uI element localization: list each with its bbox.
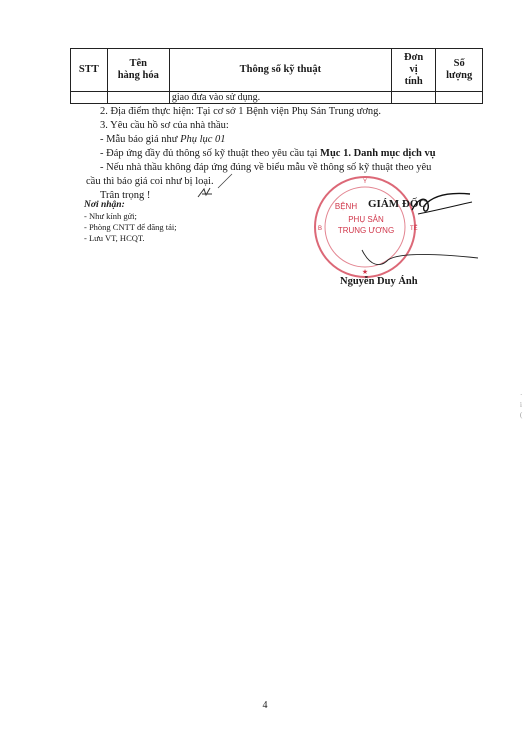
bullet-3-line2: cầu thì báo giá coi như bị loại. — [86, 176, 214, 187]
signature-underline-icon — [360, 246, 480, 268]
seal-line-1: BỆNH — [334, 202, 358, 211]
item-2: 2. Địa điểm thực hiện: Tại cơ sở 1 Bệnh viện Phụ Sản Trung ương. — [100, 106, 381, 117]
header-unit-line2: vị — [409, 64, 418, 75]
item-3: 3. Yêu cầu hồ sơ của nhà thầu: — [100, 120, 229, 131]
header-qty-line2: lượng — [446, 70, 473, 81]
edge-mark: ( — [520, 411, 523, 419]
recipient-item: - Như kính gửi; — [84, 211, 137, 221]
header-unit-line1: Đơn — [404, 52, 424, 63]
bullet-2-section: Mục 1. Danh mục dịch vụ — [320, 148, 436, 159]
header-qty-line1: Số — [453, 58, 465, 69]
recipients-block — [84, 200, 177, 244]
check-stroke-icon — [216, 172, 234, 190]
signer-position: GIÁM ĐỐC — [368, 198, 427, 210]
closing: Trân trọng ! — [100, 190, 151, 201]
table-row — [71, 92, 483, 104]
seal-line-2: PHỤ SẢN — [348, 215, 384, 224]
header-unit — [391, 49, 435, 92]
bullet-1-appendix: Phụ lục 01 — [180, 134, 226, 145]
cell-spec: giao đưa vào sử dụng. — [169, 92, 391, 104]
header-goods-name — [107, 49, 169, 92]
cell-unit — [391, 92, 435, 104]
cell-goods-name — [107, 92, 169, 104]
bullet-2 — [86, 147, 486, 161]
svg-text:TẾ: TẾ — [410, 226, 418, 232]
recipient-item: - Lưu VT, HCQT. — [84, 233, 145, 243]
spec-table — [70, 48, 483, 104]
bullet-1 — [86, 133, 486, 147]
initial-mark-icon — [196, 185, 216, 201]
svg-text:★: ★ — [361, 269, 369, 276]
cell-stt — [71, 92, 108, 104]
seal-line-3: TRUNG ƯƠNG — [337, 226, 395, 235]
signature-block — [310, 160, 480, 300]
page-number: 4 — [262, 700, 268, 711]
recipients-title: Nơi nhận: — [84, 200, 125, 210]
scan-edge-marks — [520, 390, 522, 420]
bullet-3-line1: - Nếu nhà thầu không đáp ứng đúng về biểu mẫu về thông số kỹ thuật theo yêu — [100, 162, 432, 173]
header-spec: Thông số kỹ thuật — [169, 49, 391, 92]
bullet-2-text: - Đáp ứng đầy đủ thông số kỹ thuật theo yêu cầu tại — [100, 148, 321, 159]
header-goods-name-line2: hàng hóa — [117, 70, 159, 81]
svg-text:Y: Y — [362, 179, 368, 185]
header-goods-name-line1: Tên — [129, 58, 148, 69]
bullet-1-text: - Mẫu báo giá như — [100, 134, 181, 145]
recipient-item: - Phòng CNTT để đăng tải; — [84, 222, 177, 232]
cell-qty — [436, 92, 483, 104]
header-stt: STT — [71, 49, 108, 92]
edge-mark: ì — [520, 401, 522, 409]
header-qty — [436, 49, 483, 92]
svg-text:B: B — [318, 226, 323, 232]
edge-mark: · — [520, 391, 523, 399]
signature-icon — [408, 188, 476, 220]
header-unit-line3: tính — [404, 76, 423, 87]
table-header-row — [71, 49, 483, 92]
signer-name: Nguyễn Duy Ánh — [340, 276, 418, 287]
